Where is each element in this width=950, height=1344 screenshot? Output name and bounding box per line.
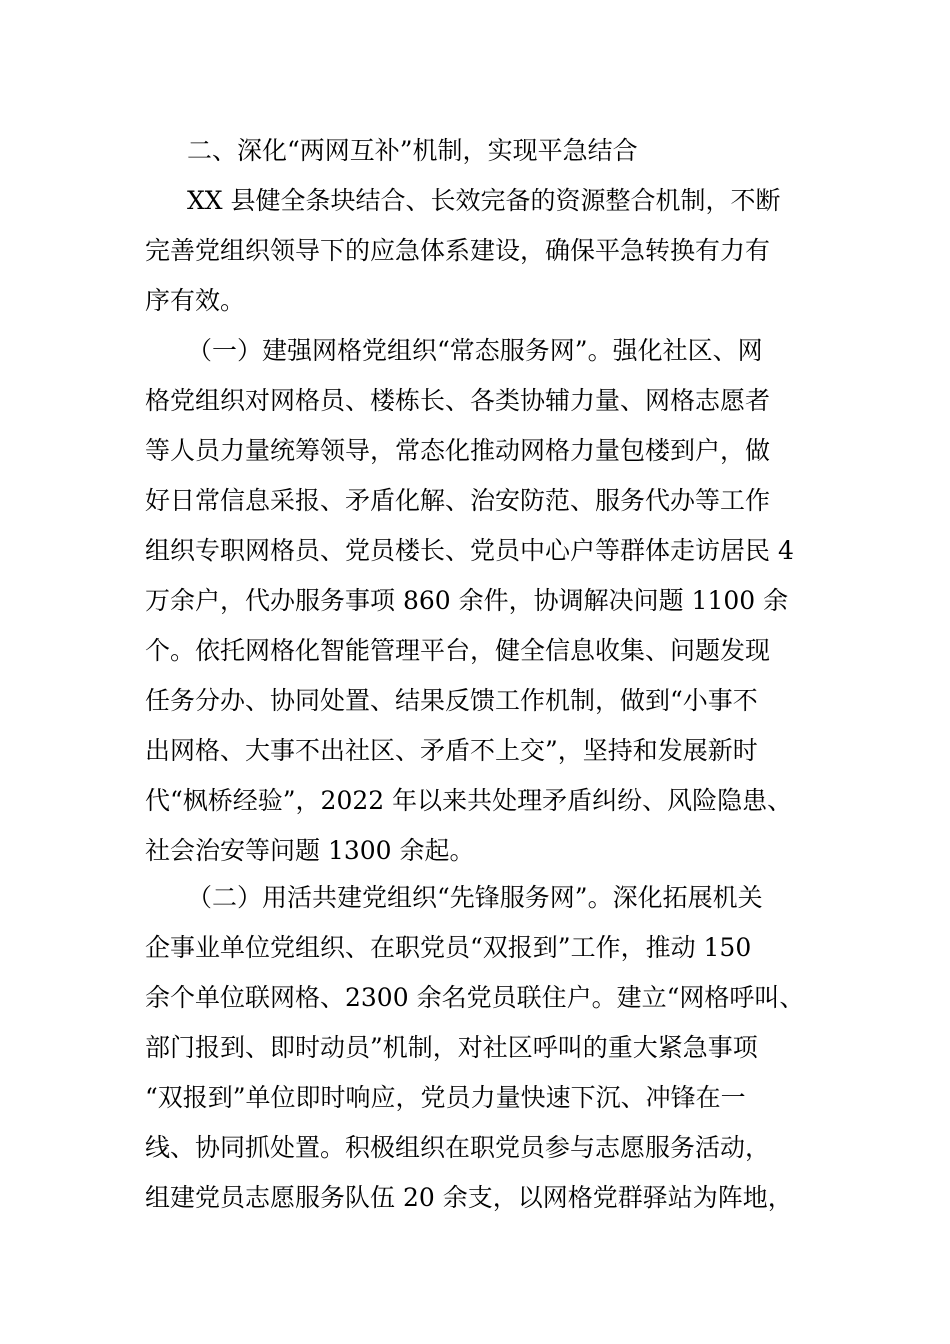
paragraph-line: “双报到”单位即时响应，党员力量快速下沉、冲锋在一 [145, 1083, 746, 1112]
paragraph-line: 代“枫桥经验”，2022 年以来共处理矛盾纠纷、风险隐患、 [145, 786, 793, 815]
paragraph-line: 完善党组织领导下的应急体系建设，确保平急转换有力有 [145, 236, 771, 265]
paragraph-line: 好日常信息采报、矛盾化解、治安防范、服务代办等工作 [145, 486, 771, 515]
paragraph-line: 企事业单位党组织、在职党员“双报到”工作，推动 150 [145, 933, 752, 962]
paragraph-line: 任务分办、协同处置、结果反馈工作机制，做到“小事不 [145, 686, 758, 715]
paragraph-line: 等人员力量统筹领导，常态化推动网格力量包楼到户，做 [145, 436, 771, 465]
paragraph-line: （二）用活共建党组织“先锋服务网”。深化拓展机关 [187, 883, 763, 912]
paragraph-line: 部门报到、即时动员”机制，对社区呼叫的重大紧急事项 [145, 1033, 758, 1062]
paragraph-line: 万余户，代办服务事项 860 余件，协调解决问题 1100 余 [145, 586, 789, 615]
paragraph-line: 序有效。 [145, 286, 246, 315]
paragraph-line: 余个单位联网格、2300 余名党员联住户。建立“网格呼叫、 [145, 983, 805, 1012]
paragraph-line: 出网格、大事不出社区、矛盾不上交”，坚持和发展新时 [145, 736, 758, 765]
paragraph-line: XX 县健全条块结合、长效完备的资源整合机制，不断 [187, 186, 781, 215]
section-heading: 二、深化“两网互补”机制，实现平急结合 [187, 136, 638, 165]
paragraph-line: 社会治安等问题 1300 余起。 [145, 836, 475, 865]
paragraph-line: 个。依托网格化智能管理平台，健全信息收集、问题发现 [145, 636, 771, 665]
paragraph-line: 组织专职网格员、党员楼长、党员中心户等群体走访居民 4 [145, 536, 794, 565]
paragraph-line: 格党组织对网格员、楼栋长、各类协辅力量、网格志愿者 [145, 386, 771, 415]
paragraph-line: 线、协同抓处置。积极组织在职党员参与志愿服务活动， [145, 1133, 771, 1162]
paragraph-line: （一）建强网格党组织“常态服务网”。强化社区、网 [187, 336, 763, 365]
paragraph-line: 组建党员志愿服务队伍 20 余支，以网格党群驿站为阵地， [145, 1183, 793, 1212]
